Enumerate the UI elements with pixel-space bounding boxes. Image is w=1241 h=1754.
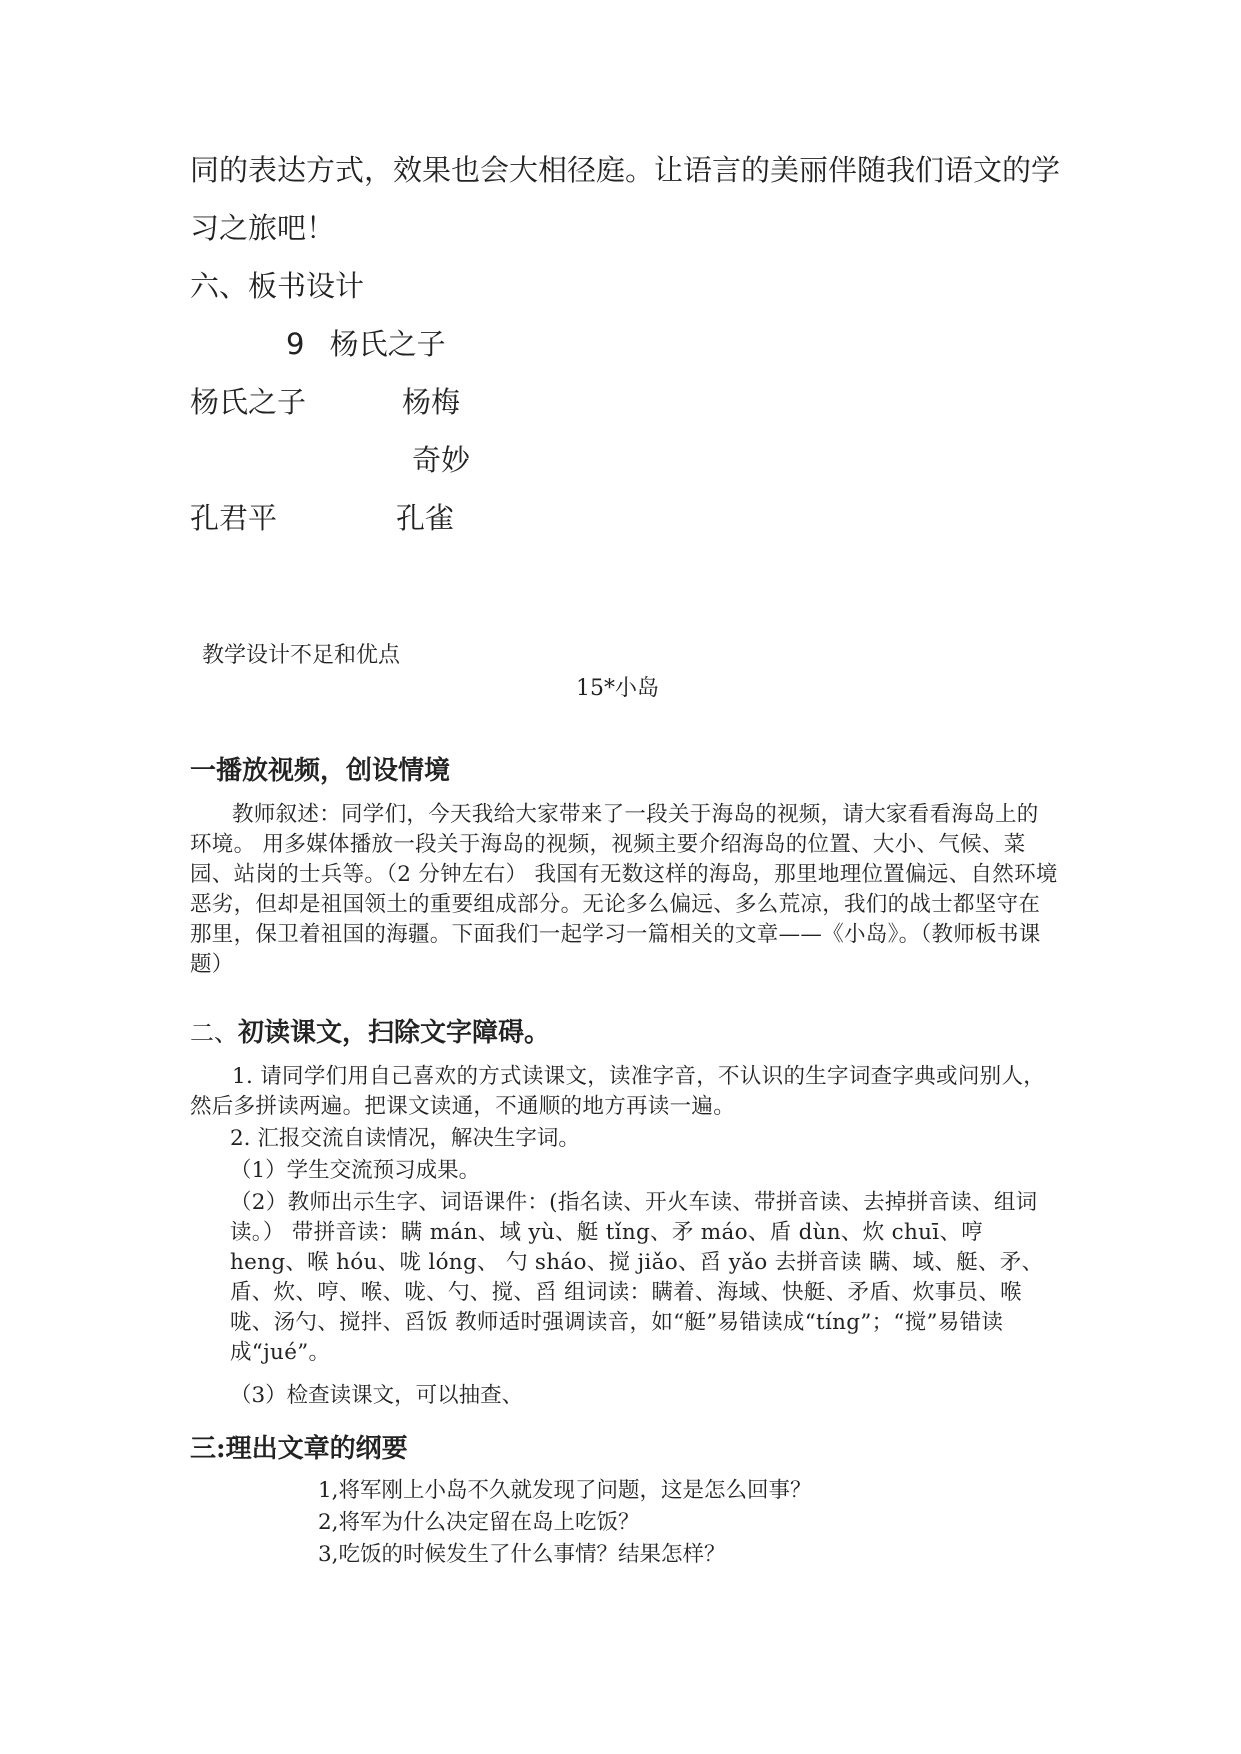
section2-title: 初读课文，扫除文字障碍。	[238, 1018, 551, 1048]
continued-text-line2: 习之旅吧！	[190, 211, 336, 245]
continued-text-line1: 同的表达方式，效果也会大相径庭。让语言的美丽伴随我们语文的学	[190, 153, 1061, 187]
section1-heading: 一播放视频，创设情境	[190, 756, 451, 786]
section2-sub3: （3）检查读课文，可以抽查、	[230, 1383, 524, 1408]
board-lesson-title	[286, 322, 446, 363]
section1-body: 教师叙述：同学们，今天我给大家带来了一段关于海岛的视频，请大家看看海岛上的环境。 用多媒体播放一段关于海岛的视频，视频主要介绍海岛的位置、大小、气候、菜园、站岗的士兵等。（2 分钟左右） 我国有无数这样的海岛，那里地理位置偏远、自然环境恶劣，但却是祖国领土的重要组成部分。无论多么偏远、多么荒凉，我们的战士都坚守在那里，保卫着祖国的海疆。下面我们一起学习一篇相关的文章——《小岛》。（教师板书课题）	[190, 802, 1058, 977]
section3-question1: 1,将军刚上小岛不久就发现了问题，这是怎么回事？	[318, 1478, 812, 1503]
board-row1-left: 杨氏之子	[190, 385, 307, 419]
board-row3-right: 孔雀	[396, 501, 455, 535]
board-row3-left: 孔君平	[190, 501, 278, 535]
section2-prefix: 二、	[190, 1019, 238, 1047]
section2-item1: 1. 请同学们用自己喜欢的方式读课文，读准字音，不认识的生字词查字典或问别人，然后多拼读两遍。把课文读通，不通顺的地方再读一遍。	[190, 1064, 1046, 1119]
board-row2-right: 奇妙	[412, 443, 471, 477]
section3-question2: 2,将军为什么决定留在岛上吃饭？	[318, 1510, 640, 1535]
lesson2-title: 15*小岛	[576, 676, 659, 701]
section2-heading	[190, 1012, 550, 1049]
board-design-heading: 六、板书设计	[190, 269, 365, 303]
section3-question3: 3,吃饭的时候发生了什么事情？结果怎样？	[318, 1542, 726, 1567]
section2-item2: 2. 汇报交流自读情况，解决生字词。	[230, 1126, 580, 1151]
board-lesson-name: 杨氏之子	[329, 327, 446, 361]
design-note: 教学设计不足和优点	[202, 643, 401, 668]
board-lesson-number: 9	[286, 327, 305, 361]
board-row1-right: 杨梅	[402, 385, 461, 419]
section2-sub2: （2）教师出示生字、词语课件：(指名读、开火车读、带拼音读、去掉拼音读、组词读。） 带拼音读：瞒 mán、域 yù、艇 tǐng、矛 máo、盾 dùn、炊 chuī、哼 heng、喉 hóu、咙 lóng、 勺 sháo、搅 jiǎo、舀 yǎo 去拼音读 瞒、域、艇、矛、盾、炊、哼、喉、咙、勺、搅、舀 组词读：瞒着、海域、快艇、矛盾、炊事员、喉咙、汤勺、搅拌、舀饭 教师适时强调读音，如“艇”易错读成“tíng”；“搅”易错读成“jué”。	[230, 1190, 1044, 1365]
section2-sub1: （1）学生交流预习成果。	[230, 1158, 481, 1183]
section3-heading: 三:理出文章的纲要	[190, 1434, 408, 1464]
